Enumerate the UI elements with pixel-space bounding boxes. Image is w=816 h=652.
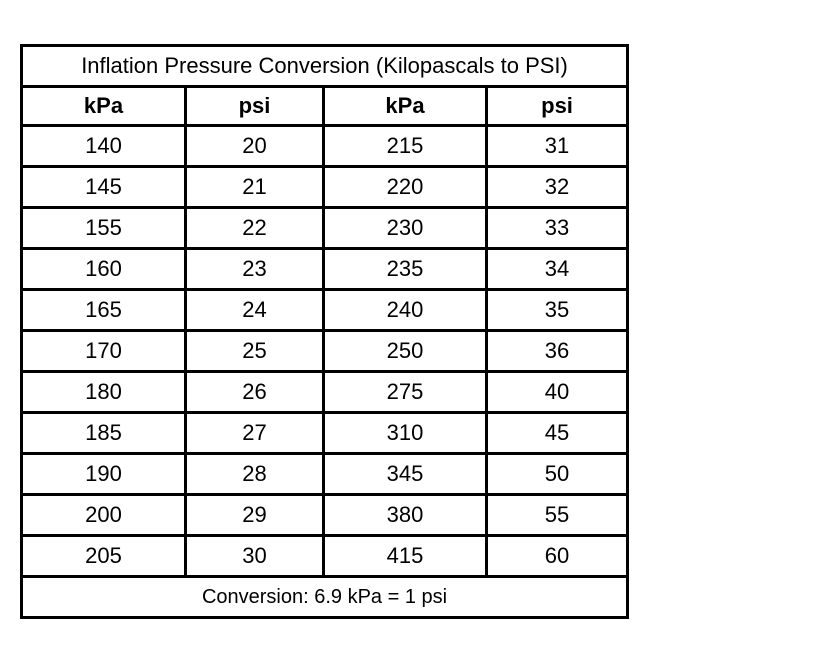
cell-kpa-2: 220 <box>324 167 487 208</box>
cell-kpa-1: 165 <box>22 290 186 331</box>
header-psi-2: psi <box>487 87 628 126</box>
cell-psi-1: 27 <box>186 413 324 454</box>
cell-psi-1: 24 <box>186 290 324 331</box>
cell-kpa-1: 160 <box>22 249 186 290</box>
table-row <box>22 208 628 249</box>
cell-kpa-2: 380 <box>324 495 487 536</box>
table-row <box>22 536 628 577</box>
cell-psi-1: 28 <box>186 454 324 495</box>
table-row <box>22 249 628 290</box>
cell-psi-1: 22 <box>186 208 324 249</box>
header-kpa-2: kPa <box>324 87 487 126</box>
table-row <box>22 413 628 454</box>
cell-kpa-1: 140 <box>22 126 186 167</box>
table-row <box>22 167 628 208</box>
pressure-conversion-table <box>20 44 629 619</box>
cell-psi-1: 30 <box>186 536 324 577</box>
cell-psi-2: 32 <box>487 167 628 208</box>
cell-kpa-2: 250 <box>324 331 487 372</box>
cell-psi-1: 26 <box>186 372 324 413</box>
cell-psi-2: 34 <box>487 249 628 290</box>
table-title: Inflation Pressure Conversion (Kilopascals to PSI) <box>22 46 628 87</box>
cell-psi-2: 35 <box>487 290 628 331</box>
cell-kpa-2: 345 <box>324 454 487 495</box>
cell-psi-1: 20 <box>186 126 324 167</box>
cell-kpa-1: 180 <box>22 372 186 413</box>
table-row <box>22 126 628 167</box>
table-row <box>22 372 628 413</box>
cell-kpa-1: 170 <box>22 331 186 372</box>
table-row <box>22 454 628 495</box>
table-row <box>22 495 628 536</box>
table-row <box>22 331 628 372</box>
cell-psi-1: 29 <box>186 495 324 536</box>
header-row <box>22 87 628 126</box>
table-row <box>22 290 628 331</box>
cell-kpa-1: 205 <box>22 536 186 577</box>
cell-kpa-2: 230 <box>324 208 487 249</box>
conversion-note: Conversion: 6.9 kPa = 1 psi <box>22 577 628 618</box>
cell-psi-2: 55 <box>487 495 628 536</box>
header-psi-1: psi <box>186 87 324 126</box>
cell-psi-1: 25 <box>186 331 324 372</box>
cell-psi-2: 31 <box>487 126 628 167</box>
cell-kpa-1: 200 <box>22 495 186 536</box>
cell-kpa-1: 145 <box>22 167 186 208</box>
cell-psi-2: 33 <box>487 208 628 249</box>
cell-kpa-2: 415 <box>324 536 487 577</box>
cell-kpa-2: 275 <box>324 372 487 413</box>
footer-row <box>22 577 628 618</box>
cell-kpa-2: 240 <box>324 290 487 331</box>
cell-psi-2: 36 <box>487 331 628 372</box>
cell-kpa-2: 235 <box>324 249 487 290</box>
cell-psi-2: 60 <box>487 536 628 577</box>
cell-psi-2: 50 <box>487 454 628 495</box>
cell-psi-1: 23 <box>186 249 324 290</box>
cell-psi-2: 40 <box>487 372 628 413</box>
header-kpa-1: kPa <box>22 87 186 126</box>
cell-kpa-2: 310 <box>324 413 487 454</box>
cell-kpa-1: 155 <box>22 208 186 249</box>
cell-psi-1: 21 <box>186 167 324 208</box>
cell-kpa-2: 215 <box>324 126 487 167</box>
cell-psi-2: 45 <box>487 413 628 454</box>
cell-kpa-1: 185 <box>22 413 186 454</box>
cell-kpa-1: 190 <box>22 454 186 495</box>
title-row <box>22 46 628 87</box>
